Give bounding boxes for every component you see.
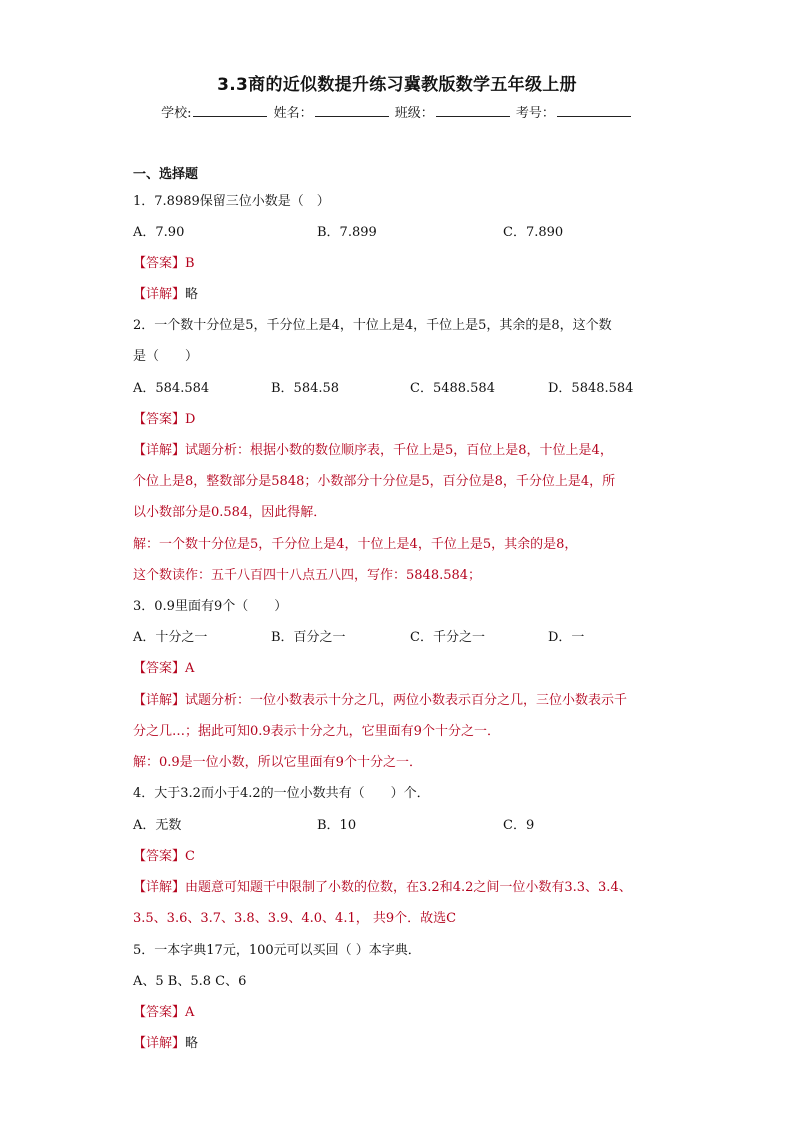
q3-stem: 3．0.9里面有9个（ ） — [133, 599, 288, 614]
q4-option-b: B．10 — [317, 818, 357, 833]
q5-options: A、5 B、5.8 C、6 — [133, 974, 247, 989]
q4-stem: 4．大于3.2而小于4.2的一位小数共有（ ）个． — [133, 786, 430, 801]
answer-label: 【答案】 — [133, 1005, 186, 1020]
detail-text: 试题分析：一位小数表示十分之几，两位小数表示百分之几，三位小数表示千 — [185, 693, 628, 708]
q1-option-b: B．7.899 — [317, 225, 377, 240]
q3-answer — [133, 660, 194, 678]
q3-option-a: A．十分之一 — [133, 630, 208, 645]
q3-detail-line2: 分之几…；据此可知0.9表示十分之九，它里面有9个十分之一． — [133, 724, 500, 739]
q3-solution: 解：0.9是一位小数，所以它里面有9个十分之一． — [133, 755, 422, 770]
q2-solution-line2: 这个数读作：五千八百四十八点五八四，写作：5848.584； — [133, 568, 482, 583]
detail-text: 略 — [185, 287, 199, 302]
class-blank — [436, 103, 510, 117]
detail-text: 试题分析：根据小数的数位顺序表，千位上是5，百位上是8，十位上是4， — [185, 443, 613, 458]
answer-label: 【答案】 — [133, 661, 186, 676]
answer-label: 【答案】 — [133, 412, 186, 427]
q3-option-d: D．一 — [548, 630, 585, 645]
q4-detail-line1 — [133, 879, 632, 897]
answer-value: B — [185, 256, 195, 271]
student-info-line — [0, 102, 794, 121]
detail-label: 【详解】 — [133, 287, 186, 302]
q1-detail — [133, 286, 198, 304]
q2-option-d: D．5848.584 — [548, 381, 634, 396]
detail-label: 【详解】 — [133, 693, 186, 708]
answer-value: A — [185, 1005, 195, 1020]
answer-value: A — [185, 661, 195, 676]
class-label: 班级： — [394, 106, 434, 121]
detail-text: 略 — [185, 1036, 199, 1051]
q4-answer — [133, 848, 195, 866]
name-label: 姓名： — [273, 106, 313, 121]
page-title: 3.3商的近似数提升练习冀教版数学五年级上册 — [217, 75, 577, 95]
q4-option-a: A．无数 — [133, 818, 182, 833]
q5-detail — [133, 1035, 198, 1053]
section-title: 一、选择题 — [133, 167, 199, 182]
q2-option-b: B．584.58 — [271, 381, 340, 396]
q4-detail-line2: 3.5、3.6、3.7、3.8、3.9、4.0、4.1， 共9个．故选C — [133, 911, 457, 926]
q2-option-c: C．5488.584 — [410, 381, 495, 396]
q2-solution-line1: 解：一个数十分位是5，千分位上是4，十位上是4，千位上是5，其余的是8， — [133, 537, 578, 552]
q2-answer — [133, 411, 195, 429]
detail-text: 由题意可知题干中限制了小数的位数，在3.2和4.2之间一位小数有3.3、3.4、 — [185, 880, 632, 895]
q1-option-c: C．7.890 — [503, 225, 564, 240]
q2-detail-line3: 以小数部分是0.584，因此得解． — [133, 505, 327, 520]
detail-label: 【详解】 — [133, 443, 186, 458]
detail-label: 【详解】 — [133, 880, 186, 895]
q2-stem-line1: 2．一个数十分位是5，千分位上是4，十位上是4，千位上是5，其余的是8，这个数 — [133, 318, 612, 333]
q3-option-c: C．千分之一 — [410, 630, 485, 645]
answer-label: 【答案】 — [133, 849, 186, 864]
q3-option-b: B．百分之一 — [271, 630, 346, 645]
answer-value: C — [185, 849, 195, 864]
detail-label: 【详解】 — [133, 1036, 186, 1051]
q5-answer — [133, 1004, 194, 1022]
q2-option-a: A．584.584 — [133, 381, 210, 396]
school-blank — [193, 103, 267, 117]
answer-label: 【答案】 — [133, 256, 186, 271]
q2-detail-line1 — [133, 442, 613, 460]
q4-option-c: C．9 — [503, 818, 535, 833]
school-label: 学校: — [161, 106, 192, 121]
id-label: 考号： — [515, 106, 555, 121]
q1-stem: 1．7.8989保留三位小数是（ ） — [133, 194, 330, 209]
q3-detail-line1 — [133, 692, 627, 710]
q2-detail-line2: 个位上是8，整数部分是5848；小数部分十分位是5，百分位是8，千分位上是4，所 — [133, 474, 616, 489]
q1-answer — [133, 255, 195, 273]
q1-option-a: A．7.90 — [133, 225, 185, 240]
q5-stem: 5．一本字典17元，100元可以买回（ ）本字典． — [133, 943, 421, 958]
id-blank — [557, 103, 631, 117]
q2-stem-line2: 是（ ） — [133, 349, 199, 364]
name-blank — [315, 103, 389, 117]
answer-value: D — [185, 412, 196, 427]
